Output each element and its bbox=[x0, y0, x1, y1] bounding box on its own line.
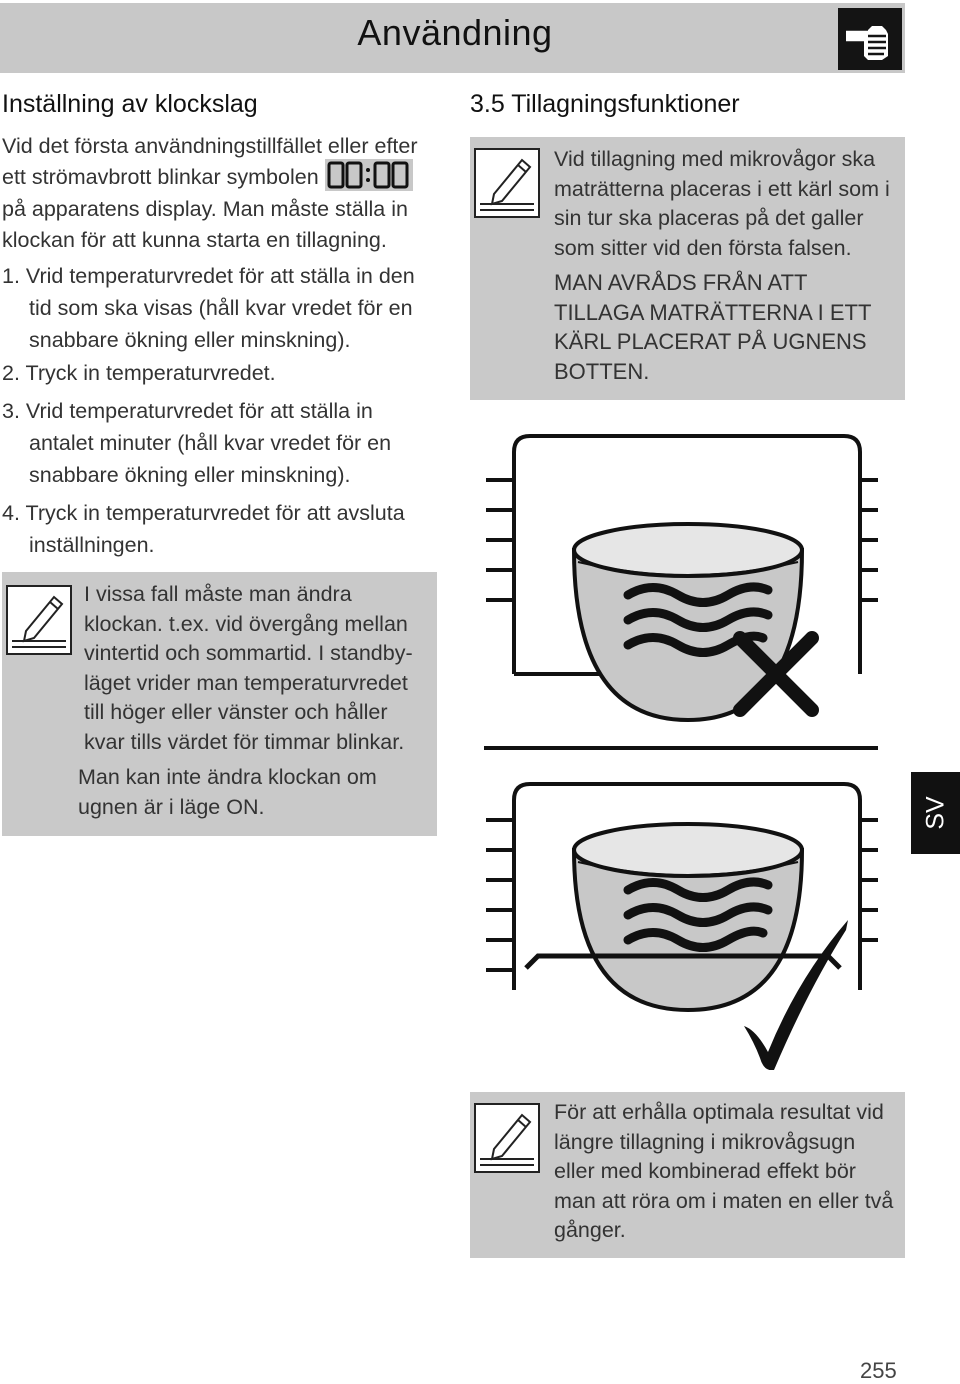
step-4-rest: inställningen. bbox=[29, 533, 155, 557]
step-2 bbox=[2, 357, 442, 389]
display-symbol bbox=[325, 159, 413, 191]
section-heading-clock: Inställning av klockslag bbox=[2, 90, 258, 118]
page-title: Användning bbox=[357, 12, 553, 53]
step-2-line1: 2. Tryck in temperaturvredet. bbox=[2, 361, 276, 385]
intro-text-after: på apparatens display. Man måste ställa in klockan för att kunna starta en tillagning. bbox=[2, 197, 408, 253]
step-3-rest: antalet minuter (håll kvar vredet för en snabbare ökning eller minskning). bbox=[29, 431, 392, 487]
language-tab bbox=[911, 772, 960, 854]
note-text-clock-2: Man kan inte ändra klockan om ugnen är i läge ON. bbox=[78, 765, 377, 819]
section-heading-cooking: 3.5 Tillagningsfunktioner bbox=[470, 90, 740, 118]
bowl-right bbox=[574, 824, 802, 1010]
microwave-placement-illustration bbox=[478, 430, 878, 1075]
step-3-line1: 3. Vrid temperaturvredet för att ställa in bbox=[2, 399, 373, 423]
display-digits-icon bbox=[325, 159, 413, 191]
hand-pointing-icon bbox=[838, 8, 902, 70]
pencil-note-icon bbox=[474, 1103, 540, 1178]
pencil-note-icon bbox=[474, 148, 540, 223]
step-3 bbox=[2, 395, 442, 491]
intro-text-before: Vid det första användningstillfället eller efter ett strömavbrott blinkar symbolen bbox=[2, 134, 418, 189]
intro-paragraph bbox=[2, 131, 442, 256]
step-4-line1: 4. Tryck in temperaturvredet för att avsluta bbox=[2, 501, 405, 525]
pencil-note-icon bbox=[6, 585, 72, 660]
step-1 bbox=[2, 260, 442, 356]
page-number: 255 bbox=[860, 1358, 897, 1383]
note-text-cooking-caps: MAN AVRÅDS FRÅN ATT TILLAGA MATRÄTTERNA I ETT KÄRL PLACERAT PÅ UGNENS BOTTEN. bbox=[554, 270, 872, 384]
note-text-cooking: Vid tillagning med mikrovågor ska maträtterna placeras i ett kärl som i sin tur ska placeras på det galler som sitter vid den första falsen. bbox=[554, 147, 890, 260]
note-text-stirring: För att erhålla optimala resultat vid längre tillagning i mikrovågsugn eller med kombinerad effekt bör man att röra om i maten en eller två gånger. bbox=[554, 1100, 894, 1242]
step-1-line1: 1. Vrid temperaturvredet för att ställa in den bbox=[2, 264, 415, 288]
step-1-rest: tid som ska visas (håll kvar vredet för en snabbare ökning eller minskning). bbox=[29, 296, 413, 352]
step-4 bbox=[2, 497, 442, 561]
note-text-clock: I vissa fall måste man ändra klockan. t.ex. vid övergång mellan vintertid och sommartid. I standby-läget vrider man temperaturvredet till höger eller vänster och håller kvar tills värdet för timmar blinkar. bbox=[84, 582, 413, 754]
language-tab-label: SV bbox=[921, 796, 949, 830]
